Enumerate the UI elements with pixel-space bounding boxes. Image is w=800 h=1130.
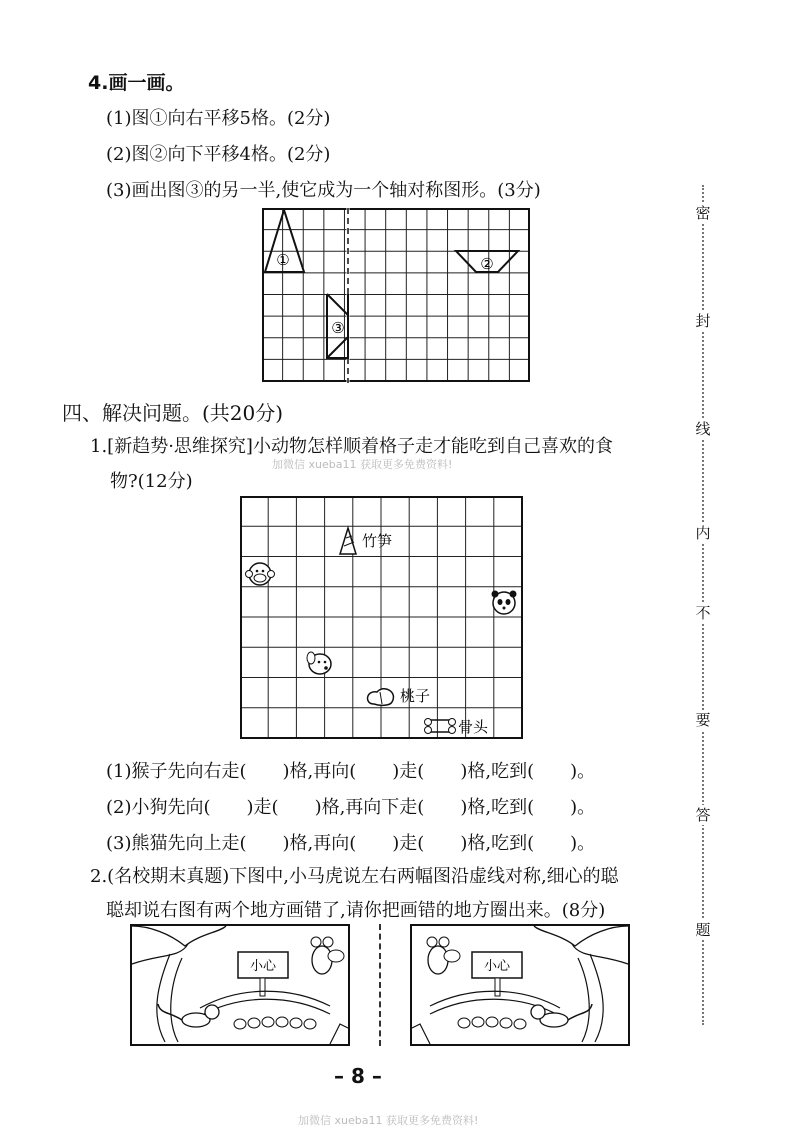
bone-label: 骨头 <box>458 718 489 736</box>
watermark-bottom: 加微信 xueba11 获取更多免费资料! <box>298 1114 479 1127</box>
binding-char-6: 要 <box>691 710 715 730</box>
right-sign-text: 小心 <box>483 959 511 974</box>
left-sign-text: 小心 <box>249 959 277 974</box>
q4-item-3: (3)画出图③的另一半,使它成为一个轴对称图形。(3分) <box>106 180 541 201</box>
panda-icon <box>492 591 517 615</box>
p2-text-line1: 2.(名校期末真题)下图中,小马虎说左右两幅图沿虚线对称,细心的聪 <box>90 866 619 887</box>
p1-text-line2: 物?(12分) <box>110 471 193 492</box>
binding-line <box>683 185 723 1025</box>
p1-item-3: (3)熊猫先向上走( )格,再向( )走( )格,吃到( )。 <box>106 833 596 854</box>
watermark-middle: 加微信 xueba11 获取更多免费资料! <box>272 458 453 471</box>
animal-grid-svg <box>240 496 525 741</box>
right-picture-svg <box>410 924 630 1046</box>
animal-grid <box>240 496 525 741</box>
q4-item-1: (1)图①向右平移5格。(2分) <box>106 108 331 129</box>
monkey-icon <box>246 563 275 585</box>
translation-grid <box>262 208 532 383</box>
left-picture <box>130 924 350 1050</box>
p2-text-line2: 聪却说右图有两个地方画错了,请你把画错的地方圈出来。(8分) <box>106 900 606 921</box>
peach-icon <box>368 689 394 706</box>
peach-label: 桃子 <box>400 687 431 705</box>
shape-1-label: ① <box>276 251 290 269</box>
binding-char-7: 答 <box>691 805 715 825</box>
page-number: – 8 – <box>334 1064 382 1088</box>
right-picture <box>410 924 630 1050</box>
p1-item-1: (1)猴子先向右走( )格,再向( )走( )格,吃到( )。 <box>106 761 596 782</box>
translation-grid-svg <box>262 208 532 383</box>
binding-char-1: 密 <box>691 203 715 223</box>
section-title: 四、解决问题。(共20分) <box>62 401 284 425</box>
p1-text-line1: 1.[新趋势·思维探究]小动物怎样顺着格子走才能吃到自己喜欢的食 <box>90 436 613 457</box>
shape-2-label: ② <box>480 255 494 273</box>
binding-char-8: 题 <box>691 920 715 940</box>
left-picture-svg <box>130 924 350 1046</box>
binding-char-2: 封 <box>691 311 715 331</box>
binding-char-5: 不 <box>691 603 715 623</box>
q4-title: 4.画一画。 <box>88 72 185 94</box>
binding-char-3: 线 <box>691 419 715 439</box>
bone-icon <box>425 719 456 734</box>
p1-item-2: (2)小狗先向( )走( )格,再向下走( )格,吃到( )。 <box>106 797 596 818</box>
shape-3-label: ③ <box>331 319 345 337</box>
symmetry-dashed-line <box>379 924 381 1046</box>
binding-char-4: 内 <box>691 523 715 543</box>
bamboo-shoot-icon <box>340 528 356 554</box>
bamboo-label: 竹笋 <box>362 532 393 550</box>
q4-item-2: (2)图②向下平移4格。(2分) <box>106 144 331 165</box>
dog-icon <box>307 652 331 674</box>
